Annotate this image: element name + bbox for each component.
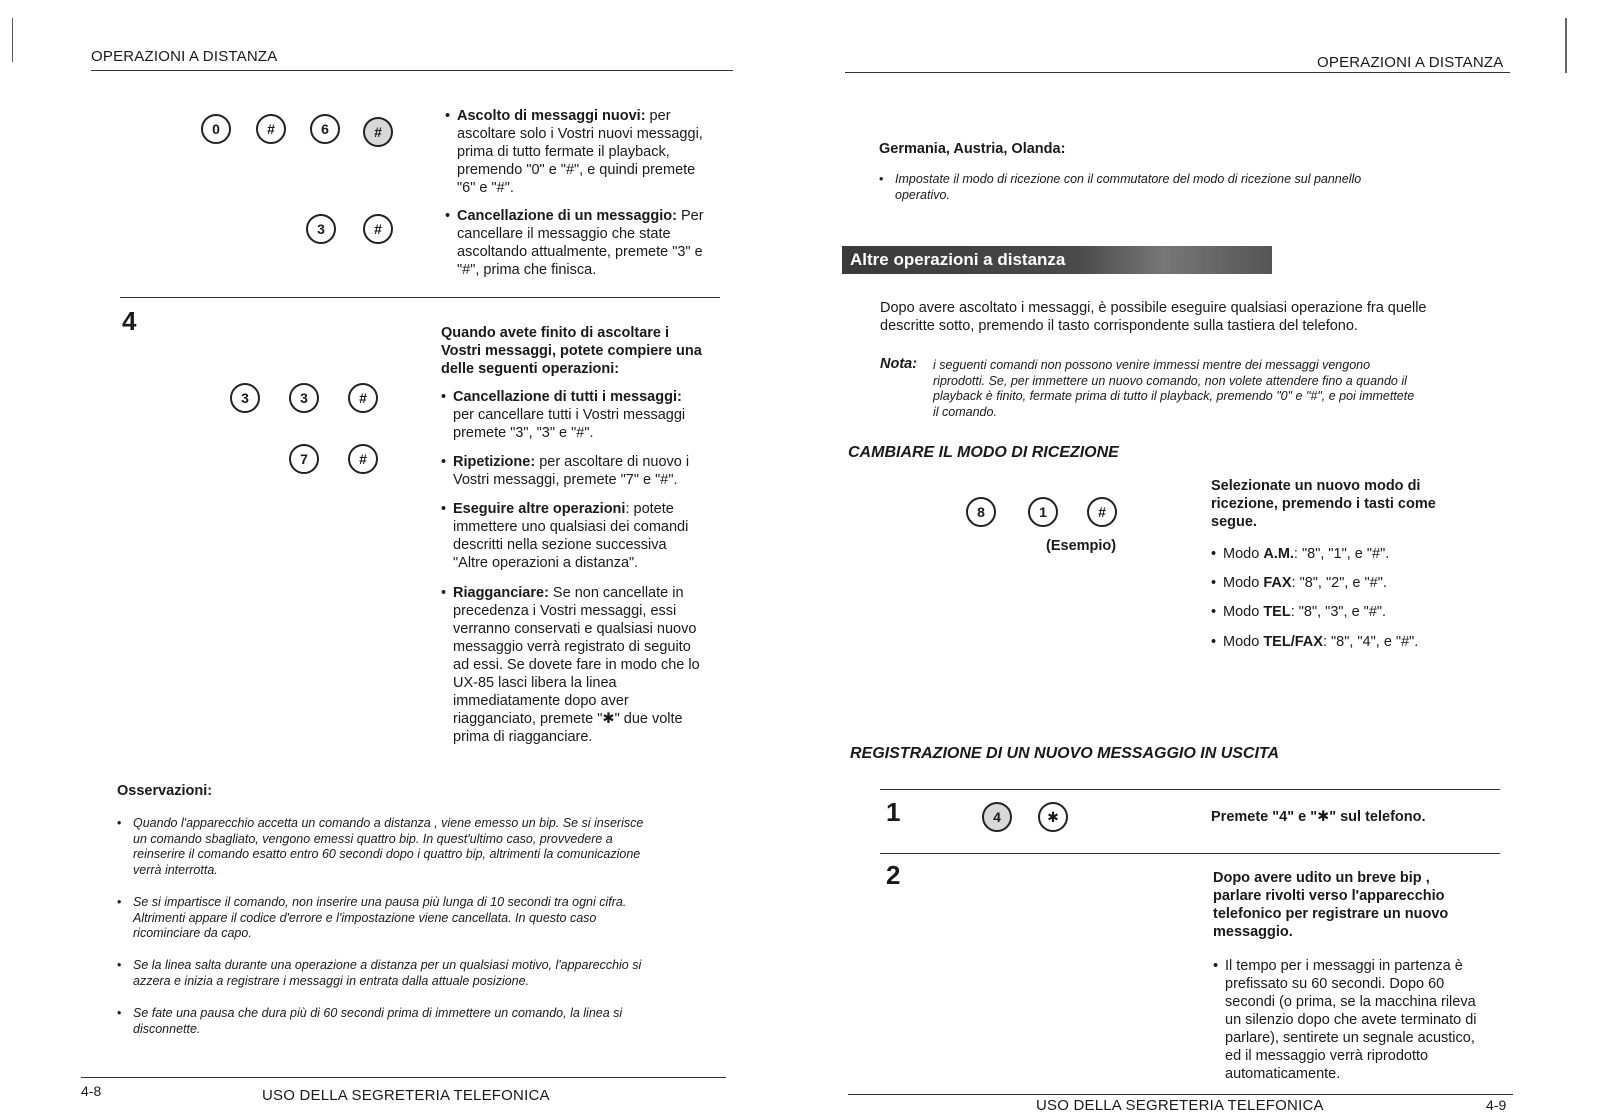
mode-item: • Modo TEL: "8", "3", e "#". bbox=[1211, 604, 1387, 620]
bullet-line: Il tempo per i messaggi in partenza è bbox=[1225, 958, 1463, 974]
bullet-line: ascoltando attualmente, premete "3" e bbox=[457, 244, 703, 260]
right-footer-rule bbox=[848, 1094, 1513, 1095]
bullet-line: ascoltare solo i Vostri nuovi messaggi, bbox=[457, 126, 703, 142]
bullet-line: UX-85 lasci libera la linea bbox=[453, 675, 617, 691]
step-divider bbox=[880, 789, 1500, 790]
key-hash-icon: # bbox=[1087, 497, 1117, 527]
right-footer-title: USO DELLA SEGRETERIA TELEFONICA bbox=[1036, 1097, 1324, 1114]
observations-title: Osservazioni: bbox=[117, 783, 213, 799]
section-title: CAMBIARE IL MODO DI RICEZIONE bbox=[848, 444, 1119, 461]
section-banner: Altre operazioni a distanza bbox=[842, 246, 1272, 274]
mode-item: • Modo A.M.: "8", "1", e "#". bbox=[1211, 546, 1390, 562]
bullet-line: precedenza i Vostri messaggi, essi bbox=[453, 603, 677, 619]
bullet-line: Vostri messaggi, premete "7" e "#". bbox=[453, 472, 678, 488]
bullet-line: Per bbox=[676, 208, 704, 224]
bullet-repeat: • Ripetizione: per ascoltare di nuovo i Vostri messaggi, premete "7" e "#". bbox=[441, 454, 690, 488]
step4-intro bbox=[441, 324, 741, 378]
intro-line: descritte sotto, premendo il tasto corrispondente sulla tastiera del telefono. bbox=[880, 318, 1358, 334]
mode-prefix: Modo bbox=[1223, 634, 1264, 650]
key-3-icon: 3 bbox=[306, 214, 336, 244]
scan-edge-mark bbox=[12, 18, 13, 62]
step-number: 1 bbox=[886, 797, 901, 827]
bullet-line: automaticamente. bbox=[1225, 1066, 1341, 1082]
mode-keys: : "8", "1", e "#". bbox=[1293, 546, 1390, 562]
nota-text bbox=[933, 358, 1493, 420]
bullet-hang-up: • Riagganciare: Se non cancellate in precedenza i Vostri messaggi, essi verranno conservati e qualsiasi nuovo messaggio verrà registrato di seguito ad essi. Se dovete fare in modo che lo UX-85 lasci libera la linea immediatamente dopo aver riagganciato, premete "✱" due volte prima di riagganciare. bbox=[441, 585, 700, 745]
key-star-icon: ✱ bbox=[1038, 802, 1068, 832]
key-hash-icon: # bbox=[363, 214, 393, 244]
bullet-line: prima di tutto fermate il playback, bbox=[457, 144, 670, 160]
mode-name: TEL/FAX bbox=[1263, 634, 1323, 650]
nota-line: playback è finito, fermate prima di tutto il playback, premendo "0" e "#", e poi immettete bbox=[933, 389, 1415, 403]
nota-line: riprodotti. Se, per immettere un nuovo comando, non volete attendere fino a quando il bbox=[933, 373, 1407, 388]
observation-item: • Se fate una pausa che dura più di 60 secondi prima di immettere un comando, la linea si disconnette. bbox=[117, 1006, 623, 1036]
scan-edge-mark bbox=[1565, 18, 1567, 73]
left-header: OPERAZIONI A DISTANZA bbox=[91, 48, 278, 65]
step2-instruction bbox=[1213, 869, 1503, 941]
bullet-title: Eseguire altre operazioni bbox=[453, 501, 626, 517]
observation-line: Se fate una pausa che dura più di 60 secondi prima di immettere un comando, la linea si bbox=[133, 1006, 623, 1020]
nota-label: Nota: bbox=[880, 356, 918, 372]
bullet-line: "#", prima che finisca. bbox=[457, 262, 597, 278]
intro-paragraph bbox=[880, 299, 1500, 335]
bullet-title: Cancellazione di un messaggio: bbox=[457, 208, 677, 224]
observation-line: Quando l'apparecchio accetta un comando a distanza , viene emesso un bip. Se si inserisce bbox=[133, 816, 644, 830]
bullet-line: premendo "0" e "#", e quindi premete bbox=[457, 162, 696, 178]
mode-prefix: Modo bbox=[1223, 575, 1264, 591]
step1-text: Premete "4" e "✱" sul telefono. bbox=[1211, 809, 1426, 825]
key-7-icon: 7 bbox=[289, 444, 319, 474]
step-number: 2 bbox=[886, 860, 901, 890]
observation-line: disconnette. bbox=[133, 1021, 201, 1036]
key-4-icon: 4 bbox=[982, 802, 1012, 832]
left-footer-rule bbox=[81, 1077, 726, 1078]
intro-line: delle seguenti operazioni: bbox=[441, 361, 620, 377]
bullet-line: un silenzio dopo che avete terminato di bbox=[1225, 1012, 1477, 1028]
bullet-line: prefissato su 60 secondi. Dopo 60 bbox=[1225, 976, 1445, 992]
bullet-new-messages: • Ascolto di messaggi nuovi: per ascoltare solo i Vostri nuovi messaggi, prima di tutto fermate il playback, premendo "0" e "#", e quindi premete "6" e "#". bbox=[445, 108, 703, 196]
mode-name: FAX bbox=[1263, 575, 1292, 591]
mode-instruction bbox=[1211, 477, 1481, 531]
bullet-line: immediatamente dopo aver bbox=[453, 693, 629, 709]
key-hash-icon: # bbox=[256, 114, 286, 144]
observation-line: verrà interrotta. bbox=[133, 862, 218, 877]
bullet-line: ed il messaggio verrà riprodotto bbox=[1225, 1048, 1429, 1064]
intro-line: Quando avete finito di ascoltare i bbox=[441, 325, 670, 341]
intro-line: Vostri messaggi, potete compiere una bbox=[441, 343, 702, 359]
bullet-line: prima di riagganciare. bbox=[453, 729, 593, 745]
observation-item: • Se la linea salta durante una operazione a distanza per un qualsiasi motivo, l'apparecchio si azzera e inizia a registrare i messaggi in entrata dalla attuale posizione. bbox=[117, 958, 642, 988]
note-line: operativo. bbox=[895, 187, 950, 202]
observation-line: Se si impartisce il comando, non inserire una pausa più lunga di 10 secondi tra ogni cifra. bbox=[133, 895, 627, 909]
key-6-icon: 6 bbox=[310, 114, 340, 144]
mode-name: A.M. bbox=[1263, 546, 1294, 562]
right-header-rule bbox=[845, 72, 1510, 73]
bullet-line: : potete bbox=[625, 501, 674, 517]
bullet-line: descritti nella sezione successiva bbox=[453, 537, 667, 553]
bullet-line: per cancellare tutti i Vostri messaggi bbox=[453, 407, 686, 423]
observation-line: reinserire il comando esatto entro 60 secondi dopo i quattro bip, altrimenti la comunicazione bbox=[133, 847, 641, 861]
bullet-line: immettere uno qualsiasi dei comandi bbox=[453, 519, 689, 535]
key-1-icon: 1 bbox=[1028, 497, 1058, 527]
left-footer-title: USO DELLA SEGRETERIA TELEFONICA bbox=[262, 1087, 550, 1104]
instruction-line: ricezione, premendo i tasti come bbox=[1211, 496, 1436, 512]
bullet-line: Se non cancellate in bbox=[548, 585, 684, 601]
bullet-line: per ascoltare di nuovo i bbox=[535, 454, 690, 470]
bullet-line: parlare), sentirete un segnale acustico, bbox=[1225, 1030, 1475, 1046]
bullet-line: secondi (o prima, se la macchina rileva bbox=[1225, 994, 1476, 1010]
mode-item: • Modo FAX: "8", "2", e "#". bbox=[1211, 575, 1387, 591]
bullet-title: Ripetizione: bbox=[453, 454, 536, 470]
instruction-line: segue. bbox=[1211, 514, 1257, 530]
instruction-line: telefonico per registrare un nuovo bbox=[1213, 906, 1449, 922]
observation-line: Se la linea salta durante una operazione a distanza per un qualsiasi motivo, l'apparecchio si bbox=[133, 958, 642, 972]
bullet-line: cancellare il messaggio che state bbox=[457, 226, 671, 242]
bullet-delete-all: • Cancellazione di tutti i messaggi: per cancellare tutti i Vostri messaggi premete "3", "3" e "#". bbox=[441, 389, 686, 441]
observation-item: • Se si impartisce il comando, non inserire una pausa più lunga di 10 secondi tra ogni cifra. Altrimenti appare il codice d'errore e l'impostazione viene cancellata. In questo caso ricominciare da capo. bbox=[117, 895, 627, 940]
key-hash-icon: # bbox=[348, 383, 378, 413]
bullet-title: Riagganciare: bbox=[453, 585, 549, 601]
bullet-line: premete "3", "3" e "#". bbox=[453, 425, 594, 441]
nota-line: il comando. bbox=[933, 404, 997, 419]
nota-line: i seguenti comandi non possono venire immessi mentre dei messaggi vengono bbox=[933, 358, 1371, 372]
mode-prefix: Modo bbox=[1223, 604, 1264, 620]
key-3-icon: 3 bbox=[230, 383, 260, 413]
instruction-line: Dopo avere udito un breve bip , bbox=[1213, 870, 1430, 886]
observation-line: Altrimenti appare il codice d'errore e l'impostazione viene cancellata. In questo caso bbox=[133, 910, 597, 925]
step2-bullet: • Il tempo per i messaggi in partenza è prefissato su 60 secondi. Dopo 60 secondi (o prima, se la macchina rileva un silenzio dopo che avete terminato di parlare), sentirete un segnale acustico, ed il messaggio verrà riprodotto automaticamente. bbox=[1213, 958, 1477, 1082]
observation-line: ricominciare da capo. bbox=[133, 926, 252, 940]
bullet-line: verranno conservati e qualsiasi nuovo bbox=[453, 621, 697, 637]
intro-line: Dopo avere ascoltato i messaggi, è possibile eseguire qualsiasi operazione fra quelle bbox=[880, 300, 1427, 316]
bullet-other-operations: • Eseguire altre operazioni: potete immettere uno qualsiasi dei comandi descritti nella sezione successiva "Altre operazioni a distanza". bbox=[441, 501, 689, 571]
bullet-title: Ascolto di messaggi nuovi: bbox=[457, 108, 646, 124]
observation-line: azzera e inizia a registrare i messaggi in entrata dalla attuale posizione. bbox=[133, 973, 530, 988]
countries-note: • Impostate il modo di ricezione con il commutatore del modo di ricezione sul pannello operativo. bbox=[879, 172, 1362, 202]
key-8-icon: 8 bbox=[966, 497, 996, 527]
note-line: Impostate il modo di ricezione con il commutatore del modo di ricezione sul pannello bbox=[895, 172, 1362, 186]
mode-prefix: Modo bbox=[1223, 546, 1264, 562]
bullet-line: riagganciato, premete "✱" due volte bbox=[453, 711, 683, 727]
example-label: (Esempio) bbox=[1046, 538, 1117, 554]
mode-name: TEL bbox=[1263, 604, 1291, 620]
bullet-line: messaggio verrà registrato di seguito bbox=[453, 639, 691, 655]
mode-keys: : "8", "3", e "#". bbox=[1290, 604, 1387, 620]
bullet-title: Cancellazione di tutti i messaggi: bbox=[453, 389, 682, 405]
mode-keys: : "8", "2", e "#". bbox=[1291, 575, 1387, 591]
bullet-line: ad essi. Se dovete fare in modo che lo bbox=[453, 657, 700, 673]
bullet-line: per bbox=[645, 108, 671, 124]
key-0-icon: 0 bbox=[201, 114, 231, 144]
right-header: OPERAZIONI A DISTANZA bbox=[1317, 54, 1504, 71]
key-hash-icon: # bbox=[363, 117, 393, 147]
bullet-line: "Altre operazioni a distanza". bbox=[453, 555, 639, 571]
step-divider bbox=[880, 853, 1500, 854]
bullet-delete-message: • Cancellazione di un messaggio: Per cancellare il messaggio che state ascoltando attualmente, premete "3" e "#", prima che finisca. bbox=[445, 208, 704, 278]
left-page-number: 4-8 bbox=[81, 1083, 102, 1099]
observation-line: un comando sbagliato, vengono emessi quattro bip. In quest'ultimo caso, provvedere a bbox=[133, 831, 613, 846]
bullet-line: "6" e "#". bbox=[457, 180, 514, 196]
left-header-rule bbox=[91, 70, 733, 71]
step-number: 4 bbox=[122, 306, 137, 336]
key-3-icon: 3 bbox=[289, 383, 319, 413]
section-title: REGISTRAZIONE DI UN NUOVO MESSAGGIO IN USCITA bbox=[850, 745, 1280, 762]
step-divider bbox=[120, 297, 720, 298]
mode-keys: : "8", "4", e "#". bbox=[1322, 634, 1419, 650]
mode-item: • Modo TEL/FAX: "8", "4", e "#". bbox=[1211, 634, 1419, 650]
observation-item: • Quando l'apparecchio accetta un comando a distanza , viene emesso un bip. Se si inserisce un comando sbagliato, vengono emessi quattro bip. In quest'ultimo caso, provvedere a reinserire il comando esatto entro 60 secondi dopo i quattro bip, altrimenti la comunicazione verrà interrotta. bbox=[117, 816, 644, 877]
instruction-line: Selezionate un nuovo modo di bbox=[1211, 478, 1421, 494]
key-hash-icon: # bbox=[348, 444, 378, 474]
right-page-number: 4-9 bbox=[1486, 1097, 1507, 1113]
countries-heading: Germania, Austria, Olanda: bbox=[879, 141, 1066, 157]
instruction-line: parlare rivolti verso l'apparecchio bbox=[1213, 888, 1445, 904]
instruction-line: messaggio. bbox=[1213, 924, 1293, 940]
